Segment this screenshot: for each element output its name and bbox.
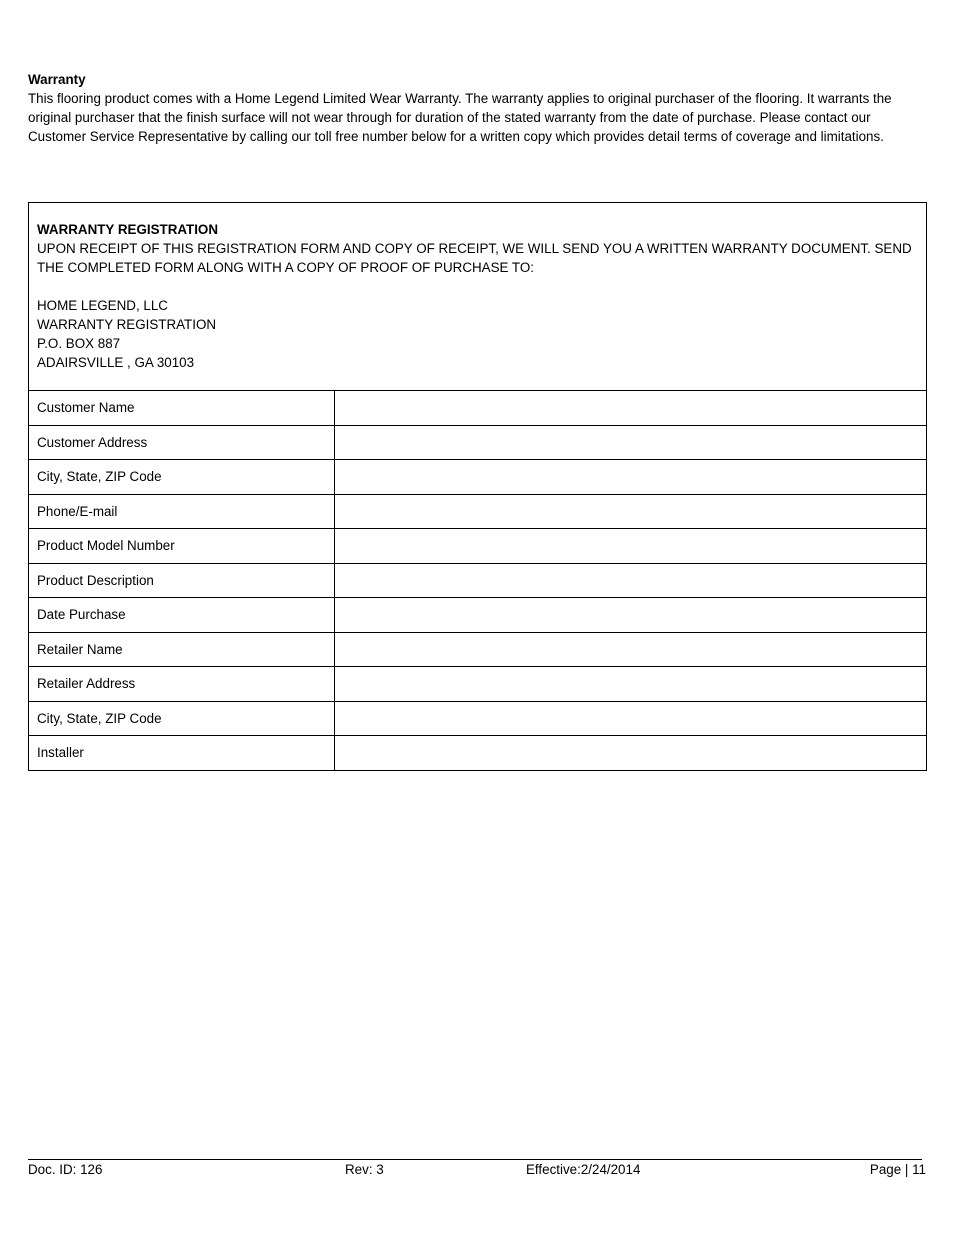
warranty-body-text: This flooring product comes with a Home Legend Limited Wear Warranty. The warranty applies to original purchaser of the flooring. It warrants the original purchaser that the finish surface will not wear through for duration of the stated warranty from the date of purchase. Please contact our Customer Service Representative by calling our toll free number below for a written copy which provides detail terms of coverage and limitations. [28,91,892,144]
address-line: WARRANTY REGISTRATION [37,317,217,332]
address-line: ADAIRSVILLE , GA 30103 [37,355,195,370]
field-value-retailer-address[interactable] [335,667,927,702]
registration-title: WARRANTY REGISTRATION [37,222,219,237]
registration-header [29,203,926,391]
table-row [29,529,926,564]
field-value-product-description[interactable] [335,563,927,598]
footer-revision: Rev: 3 [345,1162,384,1177]
field-label-customer-city-state-zip: City, State, ZIP Code [29,460,335,495]
footer-doc-id: Doc. ID: 126 [28,1162,103,1177]
table-row [29,425,926,460]
field-value-retailer-name[interactable] [335,632,927,667]
field-label-phone-email: Phone/E-mail [29,494,335,529]
warranty-section [28,70,926,146]
field-value-phone-email[interactable] [335,494,927,529]
table-row [29,563,926,598]
field-label-retailer-name: Retailer Name [29,632,335,667]
field-label-customer-name: Customer Name [29,391,335,425]
footer-page-number: Page | 11 [869,1162,926,1177]
address-line: HOME LEGEND, LLC [37,298,168,313]
table-row [29,494,926,529]
field-value-customer-address[interactable] [335,425,927,460]
table-row [29,701,926,736]
field-label-retailer-address: Retailer Address [29,667,335,702]
field-value-customer-name[interactable] [335,391,927,425]
field-label-customer-address: Customer Address [29,425,335,460]
field-label-product-description: Product Description [29,563,335,598]
field-value-customer-city-state-zip[interactable] [335,460,927,495]
table-row [29,632,926,667]
registration-instructions: UPON RECEIPT OF THIS REGISTRATION FORM AND COPY OF RECEIPT, WE WILL SEND YOU A WRITTEN WARRANTY DOCUMENT. SEND THE COMPLETED FORM ALONG WITH A COPY OF PROOF OF PURCHASE TO: [37,241,912,275]
mailing-address [37,296,918,372]
table-row [29,460,926,495]
field-value-retailer-city-state-zip[interactable] [335,701,927,736]
field-value-date-purchase[interactable] [335,598,927,633]
table-row [29,598,926,633]
registration-fields-table [29,391,926,770]
footer-divider [28,1159,922,1160]
footer-effective-date: Effective:2/24/2014 [526,1162,641,1177]
field-value-installer[interactable] [335,736,927,770]
table-row [29,391,926,425]
field-label-date-purchase: Date Purchase [29,598,335,633]
field-value-product-model-number[interactable] [335,529,927,564]
address-line: P.O. BOX 887 [37,336,121,351]
table-row [29,667,926,702]
warranty-registration-form [28,202,927,771]
field-label-retailer-city-state-zip: City, State, ZIP Code [29,701,335,736]
warranty-heading: Warranty [28,72,86,87]
table-row [29,736,926,770]
field-label-product-model-number: Product Model Number [29,529,335,564]
field-label-installer: Installer [29,736,335,770]
